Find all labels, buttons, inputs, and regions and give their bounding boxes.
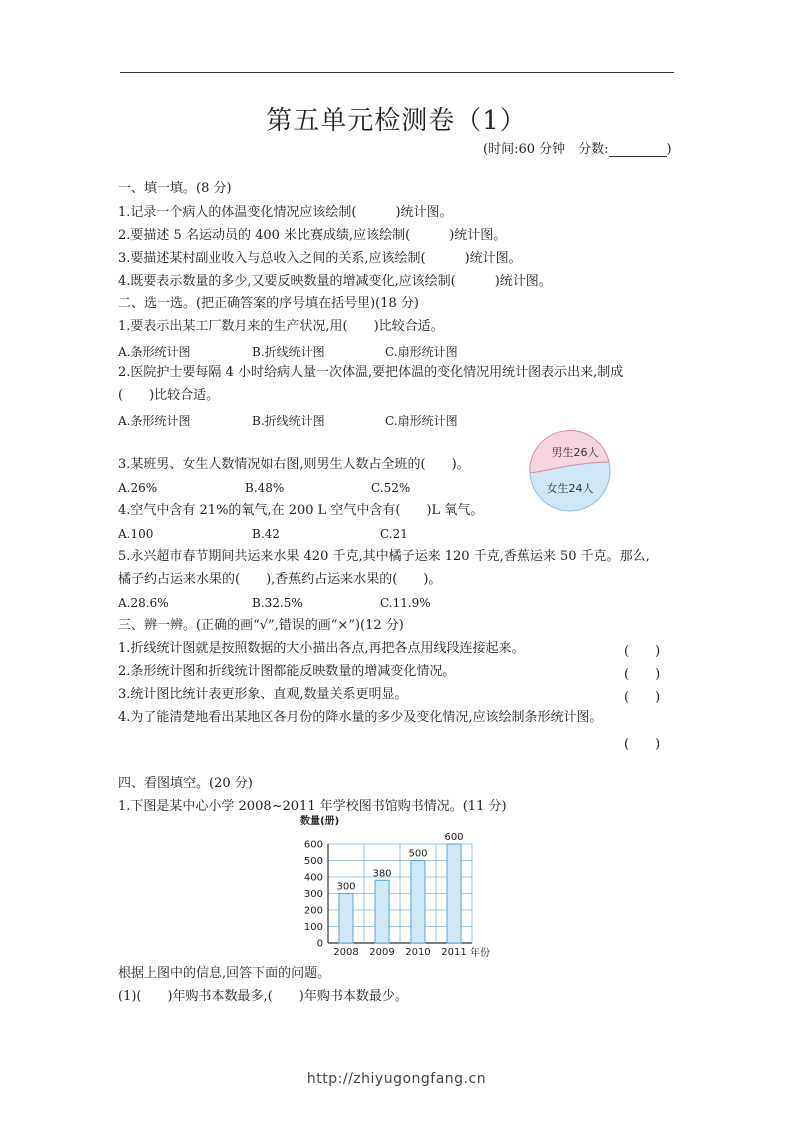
- s2-q4-opt-a: A.100: [118, 527, 154, 541]
- s2-q1-opt-b: B.折线统计图: [252, 345, 325, 359]
- chart-ylabel: 数量(册): [300, 816, 340, 827]
- s3-q4: 4.为了能清楚地看出某地区各月份的降水量的多少及变化情况,应该绘制条形统计图。: [118, 710, 603, 725]
- s2-q4-opt-c: C.21: [380, 527, 408, 541]
- s4-after-chart: 根据上图中的信息,回答下面的问题。: [118, 966, 331, 981]
- s3-q2-answer[interactable]: ( ): [624, 667, 661, 682]
- top-rule: [120, 72, 674, 73]
- chart-category-label: 2010: [405, 947, 431, 958]
- s2-q5-line1: 5.永兴超市春节期间共运来水果 420 千克,其中橘子运来 120 千克,香蕉运来 50 千克。那么,: [118, 549, 650, 564]
- section2-heading: 二、选一选。(把正确答案的序号填在括号里)(18 分): [118, 296, 419, 311]
- chart-ytick-label: 300: [303, 889, 323, 900]
- s4-sub1: (1)( )年购书本数最多,( )年购书本数最少。: [118, 989, 408, 1004]
- s2-q2-opt-c: C.扇形统计图: [385, 414, 458, 428]
- chart-data-label: 500: [408, 848, 428, 860]
- pie-girls-label: 女生24人: [546, 482, 594, 495]
- s2-q3-opt-a: A.26%: [118, 481, 158, 495]
- chart-ytick-label: 500: [303, 856, 323, 867]
- s1-q4: 4.既要表示数量的多少,又要反映数量的增减变化,应该绘制( )统计图。: [118, 274, 552, 289]
- s2-q5-opt-a: A.28.6%: [118, 596, 169, 610]
- s3-q1-answer[interactable]: ( ): [624, 644, 661, 659]
- s2-q2-line1: 2.医院护士要每隔 4 小时给病人量一次体温,要把体温的变化情况用统计图表示出来,制成: [118, 365, 624, 380]
- chart-category-label: 2009: [369, 947, 395, 958]
- s2-q1-opt-c: C.扇形统计图: [385, 345, 458, 359]
- s2-q5-opt-b: B.32.5%: [252, 596, 303, 610]
- time-score-line: [483, 138, 672, 157]
- chart-category-label: 2008: [333, 947, 359, 958]
- chart-ytick-label: 600: [303, 839, 323, 851]
- s2-q1: 1.要表示出某工厂数月来的生产状况,用( )比较合适。: [118, 319, 444, 334]
- page-title: 第五单元检测卷（1）: [266, 106, 527, 136]
- s2-q2-opt-a: A.条形统计图: [118, 414, 191, 428]
- chart-xlabel: 年份: [470, 948, 490, 959]
- s2-q3-opt-b: B.48%: [245, 481, 285, 495]
- time-text: (时间:60 分钟 分数:: [483, 142, 609, 157]
- gender-pie-chart: [527, 430, 613, 512]
- section4-heading: 四、看图填空。(20 分): [118, 776, 253, 791]
- footer-url[interactable]: http://zhiyugongfang.cn: [306, 1071, 487, 1087]
- chart-data-label: 380: [372, 868, 392, 880]
- s1-q2: 2.要描述 5 名运动员的 400 米比赛成绩,应该绘制( )统计图。: [118, 228, 507, 243]
- s2-q4-opt-b: B.42: [252, 527, 280, 541]
- s3-q3-answer[interactable]: ( ): [624, 690, 661, 705]
- pie-boys-label: 男生26人: [551, 446, 599, 459]
- s2-q2-opt-b: B.折线统计图: [252, 414, 325, 428]
- s3-q3: 3.统计图比统计表更形象、直观,数量关系更明显。: [118, 687, 408, 702]
- s2-q4: 4.空气中含有 21%的氧气,在 200 L 空气中含有( )L 氧气。: [118, 503, 484, 518]
- s2-q3: 3.某班男、女生人数情况如右图,则男生人数占全班的( )。: [118, 457, 470, 472]
- s2-q1-opt-a: A.条形统计图: [118, 345, 191, 359]
- s2-q2-line2: ( )比较合适。: [118, 388, 220, 403]
- s2-q5-line2: 橘子约占运来水果的( ),香蕉约占运来水果的( )。: [118, 572, 442, 587]
- book-purchase-bar-chart: [290, 812, 510, 962]
- chart-ytick-label: 0: [316, 938, 323, 950]
- s2-q5-opt-c: C.11.9%: [380, 596, 431, 610]
- chart-bar-2009: [375, 880, 389, 943]
- s1-q3: 3.要描述某村副业收入与总收入之间的关系,应该绘制( )统计图。: [118, 251, 522, 266]
- s2-q3-opt-c: C.52%: [371, 481, 411, 495]
- chart-ytick-label: 100: [303, 922, 323, 933]
- chart-bar-2008: [339, 894, 353, 944]
- s3-q4-answer[interactable]: ( ): [624, 737, 661, 752]
- s3-q1: 1.折线统计图就是按照数据的大小描出各点,再把各点用线段连接起来。: [118, 641, 525, 656]
- chart-data-label: 300: [336, 881, 356, 893]
- s1-q1: 1.记录一个病人的体温变化情况应该绘制( )统计图。: [118, 205, 453, 220]
- s4-q1: 1.下图是某中心小学 2008~2011 年学校图书馆购书情况。(11 分): [118, 799, 507, 814]
- chart-bar-2011: [447, 844, 461, 943]
- chart-ytick-label: 200: [303, 905, 323, 917]
- time-close: ): [666, 142, 672, 157]
- s3-q2: 2.条形统计图和折线统计图都能反映数量的增减变化情况。: [118, 664, 456, 679]
- chart-category-label: 2011: [441, 947, 467, 958]
- section3-heading: 三、辨一辨。(正确的画“√”,错误的画“×”)(12 分): [118, 618, 404, 633]
- score-blank: [609, 144, 667, 157]
- chart-bar-2010: [411, 861, 425, 944]
- chart-ytick-label: 400: [303, 872, 323, 884]
- section1-heading: 一、填一填。(8 分): [118, 181, 232, 196]
- chart-data-label: 600: [444, 832, 464, 843]
